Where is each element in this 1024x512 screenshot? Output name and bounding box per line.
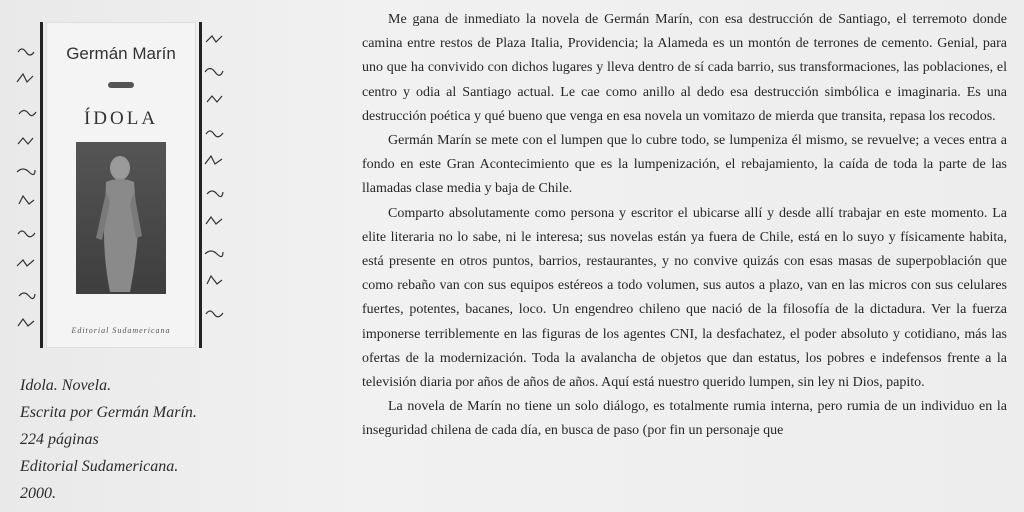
- article-paragraph: Comparto absolutamente como persona y escritor el ubicarse allí y desde allí trabajar en este momento. La elite literaria no lo sabe, ni le interesa; sus novelas están ya fuera de Chile, está en lo suyo y físicamente habita, está presente en otros puntos, barrios, restaurantes, y no convive quizás con esas masas de superpoblación que como rebaño van con sus equipos estéreos a todo volumen, sus autos a plazo, van en las micros con sus celulares fuertes, potentes, bacanes, loco. Un engendreo chileno que nació de la filosofía de la dictadura. Ver la fuerza imponerse terriblemente en las figuras de los agentes CNI, la desfachatez, el poder absoluto y cotidiano, más las ofertas de la modernización. Toda la avalancha de objetos que dan estatus, los pobres e indefensos frente a la televisión diaria por años de años de años. Aquí está nuestro querido lumpen, sin ley ni Dios, papito.: [362, 205, 1007, 391]
- cover-publisher: Editorial Sudamericana: [71, 326, 171, 335]
- caption-line: Idola. Novela.: [20, 377, 112, 394]
- statue-figure-image: [76, 142, 166, 294]
- caption-line: Escrita por Germán Marín.: [20, 404, 197, 421]
- spine-line-left: [40, 22, 43, 348]
- handwriting-scribble-right: [202, 22, 228, 348]
- review-article: [362, 8, 1007, 444]
- caption-line: Editorial Sudamericana.: [20, 458, 179, 475]
- book-cover-photo: [14, 22, 228, 348]
- article-paragraph: Me gana de inmediato la novela de Germán Marín, con esa destrucción de Santiago, el terremoto donde camina entre restos de Plaza Italia, Providencia; la Alameda es un montón de terrones de cemento. Genial, para uno que ha convivido con dichos lugares y lleva dentro de sí cada barrio, sus transformaciones, las poblaciones, el centro y odia al Santiago actual. Le cae como anillo al dedo esa destrucción simbólica e imaginaria. Es una destrucción poética y qué bueno que venga en esa novela un vomitazo de mierda que transita, repasa los recodos.: [362, 12, 1007, 124]
- book-caption: [20, 372, 260, 507]
- cover-ornament-icon: [108, 82, 134, 88]
- cover-author: Germán Marín: [66, 44, 176, 63]
- handwriting-scribble-left: [14, 22, 40, 348]
- caption-line: 2000.: [20, 485, 56, 502]
- caption-line: 224 páginas: [20, 431, 99, 448]
- book-cover: [46, 22, 196, 348]
- cover-title: ÍDOLA: [83, 108, 159, 129]
- article-paragraph: La novela de Marín no tiene un solo diálogo, es totalmente rumia interna, pero rumia de un individuo en la inseguridad chilena de cada día, en busca de paso (por fin un personaje que: [362, 399, 1007, 439]
- article-paragraph: Germán Marín se mete con el lumpen que lo cubre todo, se lumpeniza él mismo, se revuelve; a veces entra a fondo en este Gran Acontecimiento que es la lumpenización, el rebajamiento, la caída de toda la parte de las llamadas clase media y baja de Chile.: [362, 133, 1007, 197]
